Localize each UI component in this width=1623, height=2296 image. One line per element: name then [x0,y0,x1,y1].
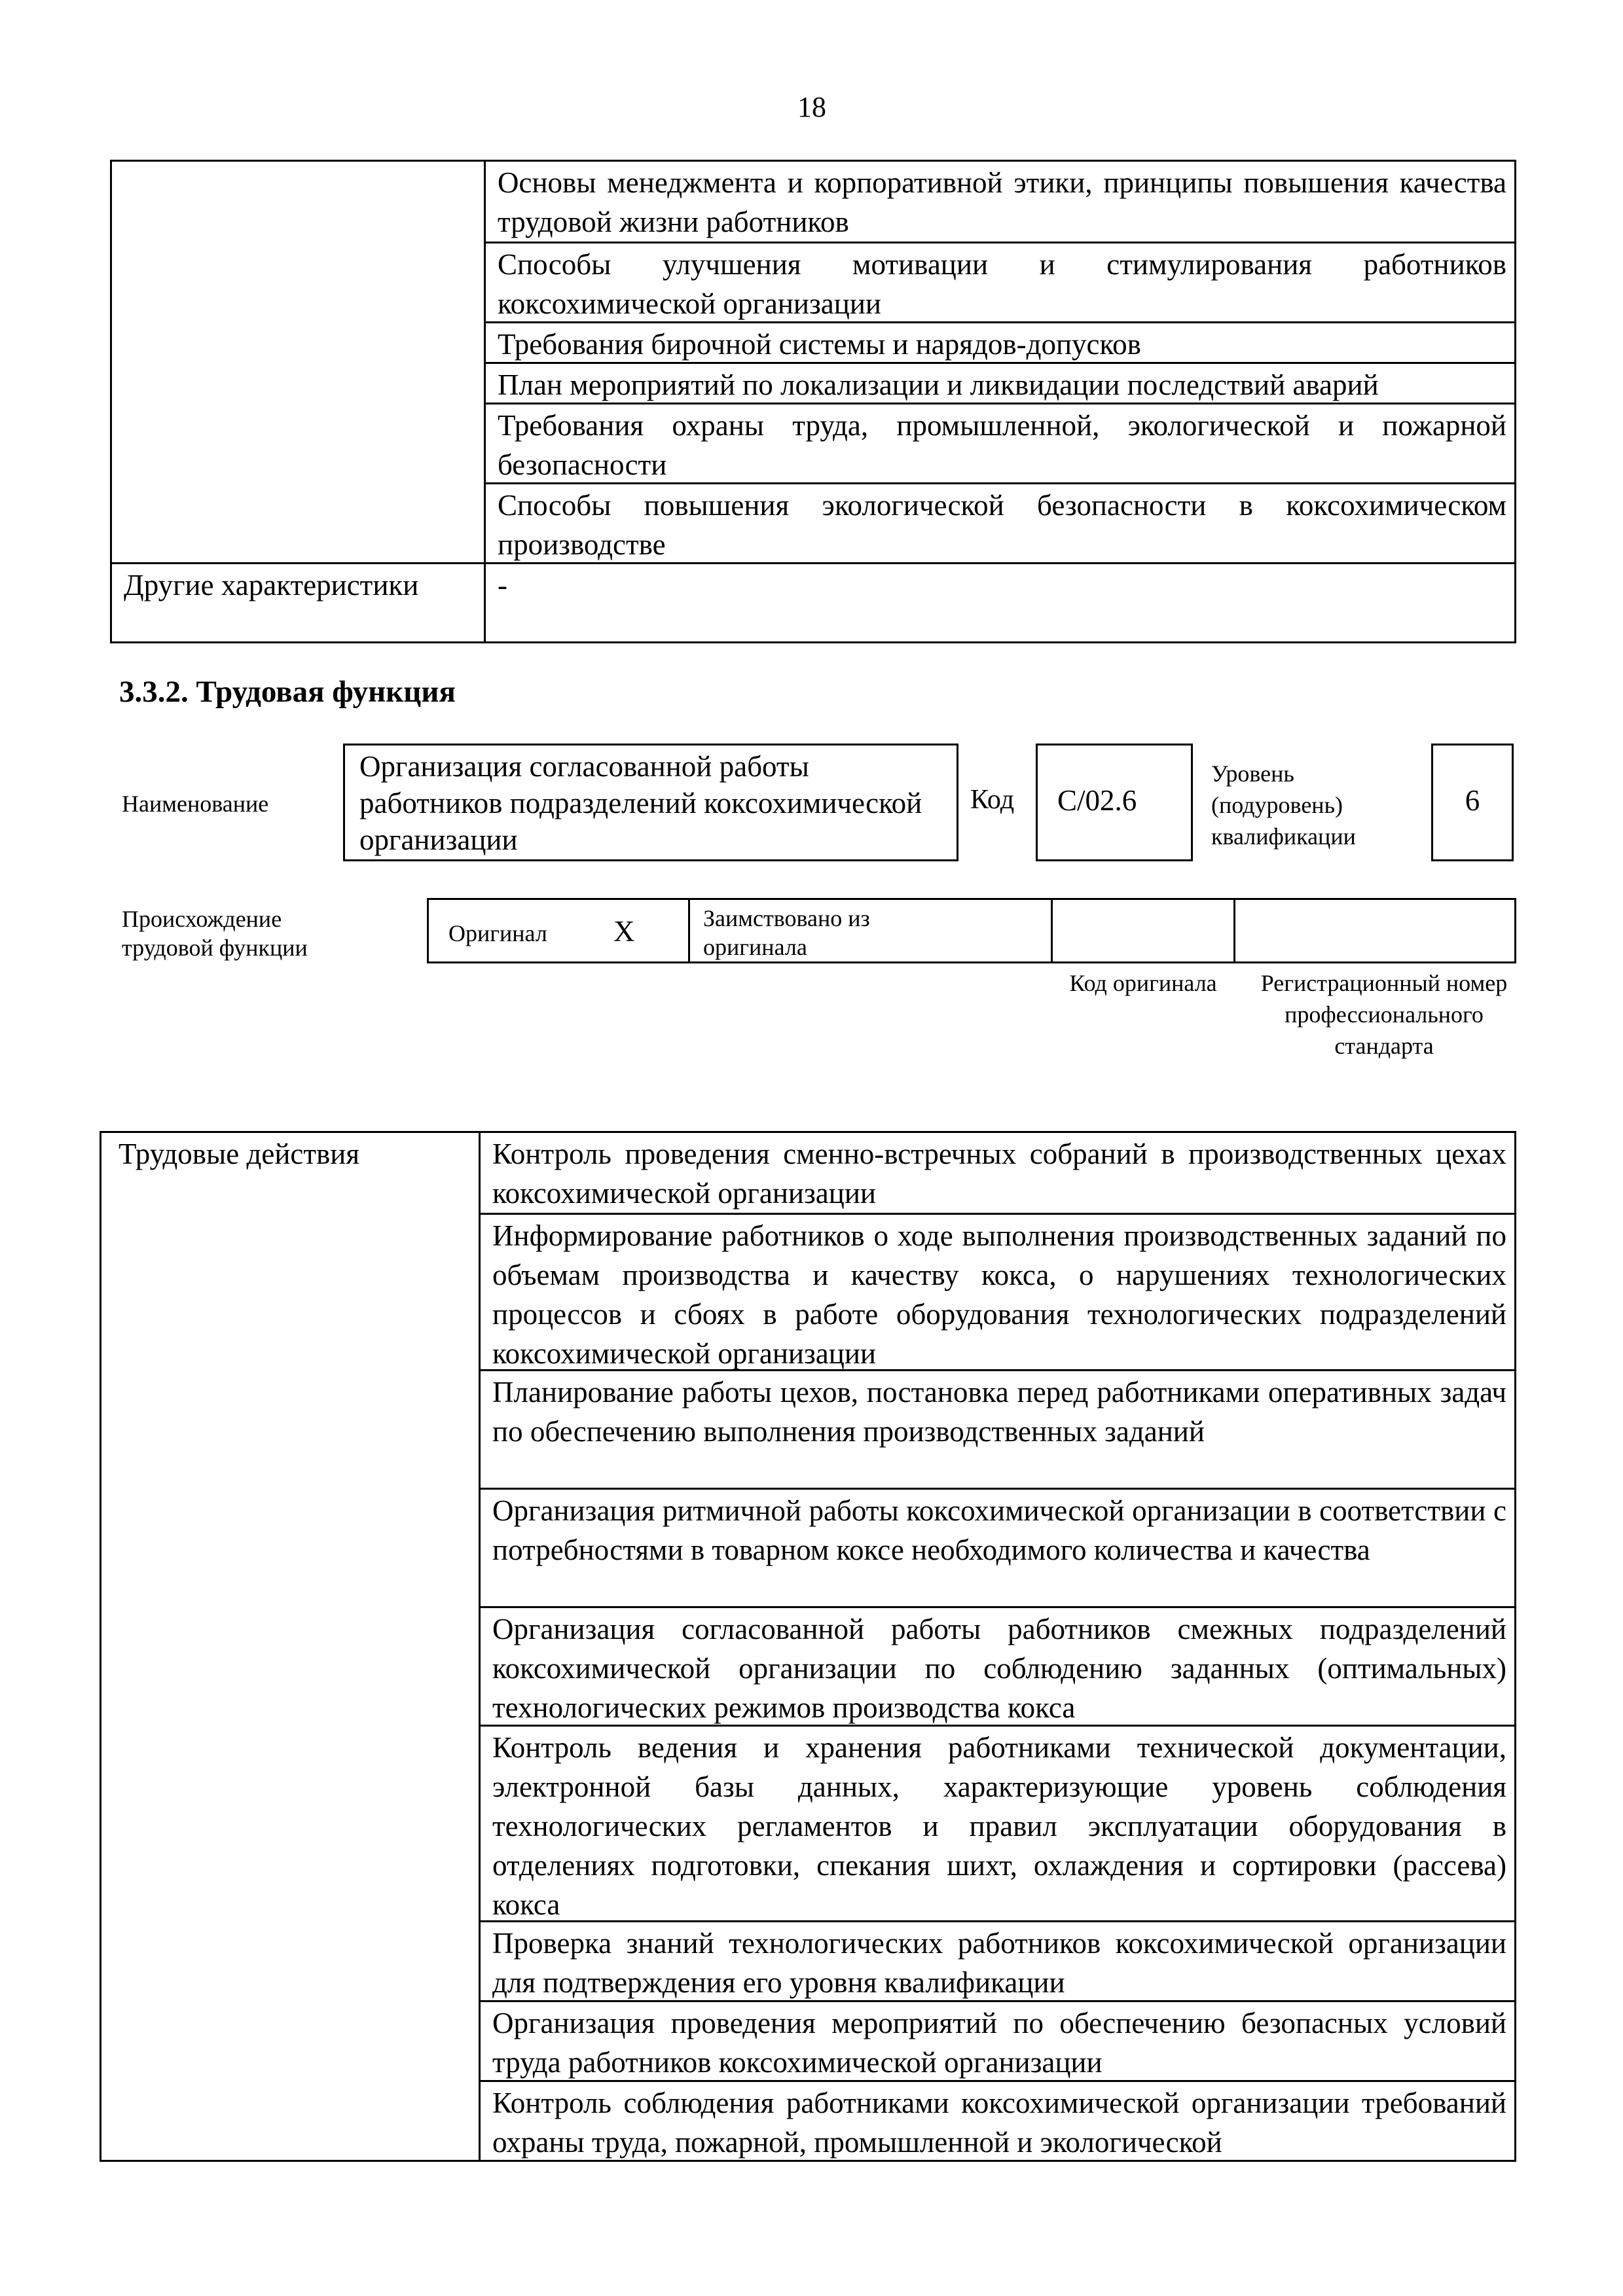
level-value: 6 [1465,784,1480,817]
labor-actions-table [100,1131,1516,2162]
other-characteristics-label: Другие характеристики [111,564,485,643]
knowledge-items-cell [485,161,1516,564]
function-name-box [343,744,958,861]
knowledge-table-label-cell [111,161,485,564]
labor-action-item: Планирование работы цехов, постановка перед работниками оперативных задач по обеспечению выполнения производственных заданий [492,1376,1506,1448]
labor-action-item: Контроль проведения сменно-встречных собраний в производственных цехах коксохимической организации [492,1138,1506,1210]
labor-action-item: Организация согласованной работы работников смежных подразделений коксохимической организации по соблюдению заданных (оптимальных) технологических режимов производства кокса [492,1613,1506,1724]
code-box [1036,744,1193,861]
labor-action-item: Контроль соблюдения работниками коксохимической организации требований охраны труда, пожарной, промышленной и экологической [492,2087,1506,2159]
knowledge-item: Способы повышения экологической безопасности в коксохимическом производстве [498,489,1506,561]
knowledge-item: Способы улучшения мотивации и стимулирования работников коксохимической организации [498,248,1506,320]
labor-action-item: Контроль ведения и хранения работниками технической документации, электронной базы данных, характеризующие уровень соблюдения технологических регламентов и правил эксплуатации оборудования в отделениях подготовки, спекания шихт, охлаждения и сортировки (рассева) кокса [492,1731,1506,1921]
reg-caption: Регистрационный номер профессионального стандарта [1260,970,1508,1059]
labor-action-item: Организация ритмичной работы коксохимической организации в соответствии с потребностями в товарном коксе необходимого количества и качества [492,1494,1506,1566]
origin-code-box [1051,898,1235,963]
origin-borrowed-box [688,898,1053,963]
labor-action-item: Организация проведения мероприятий по обеспечению безопасных условий труда работников коксохимической организации [492,2007,1506,2079]
origin-label: Происхождение трудовой функции [122,906,308,961]
knowledge-item: Требования охраны труда, промышленной, экологической и пожарной безопасности [498,409,1506,481]
page-number: 18 [797,91,826,123]
knowledge-table [110,160,1516,643]
labor-actions-items-cell [480,1132,1516,2161]
labor-actions-label: Трудовые действия [101,1132,480,2161]
labor-action-item: Проверка знаний технологических работников коксохимической организации для подтверждения его уровня квалификации [492,1927,1506,1999]
labor-action-item: Информирование работников о ходе выполнения производственных заданий по объемам производства и качеству кокса, о нарушениях технологических процессов и сбоях в работе оборудования технологических подразделений коксохимической организации [492,1219,1506,1370]
code-label: Код [970,785,1015,815]
section-title: 3.3.2. Трудовая функция [119,675,456,709]
code-caption: Код оригинала [1069,970,1217,996]
borrowed-label: Заимствовано из оригинала [703,905,870,960]
origin-original-box [427,898,690,963]
origin-reg-box [1233,898,1516,963]
code-value: С/02.6 [1057,784,1137,817]
function-name-value: Организация согласованной работы работников подразделений коксохимической организации [359,750,922,856]
knowledge-item: Основы менеджмента и корпоративной этики, принципы повышения качества трудовой жизни работников [498,166,1506,238]
knowledge-item: Требования бирочной системы и нарядов-допусков [498,328,1141,361]
name-label: Наименование [122,791,269,817]
level-label: Уровень (подуровень) квалификации [1211,761,1356,850]
other-characteristics-value: - [485,564,1516,643]
level-box [1431,744,1514,861]
original-mark: X [613,915,635,948]
knowledge-item: План мероприятий по локализации и ликвидации последствий аварий [498,368,1379,401]
original-label: Оригинал [448,920,547,946]
